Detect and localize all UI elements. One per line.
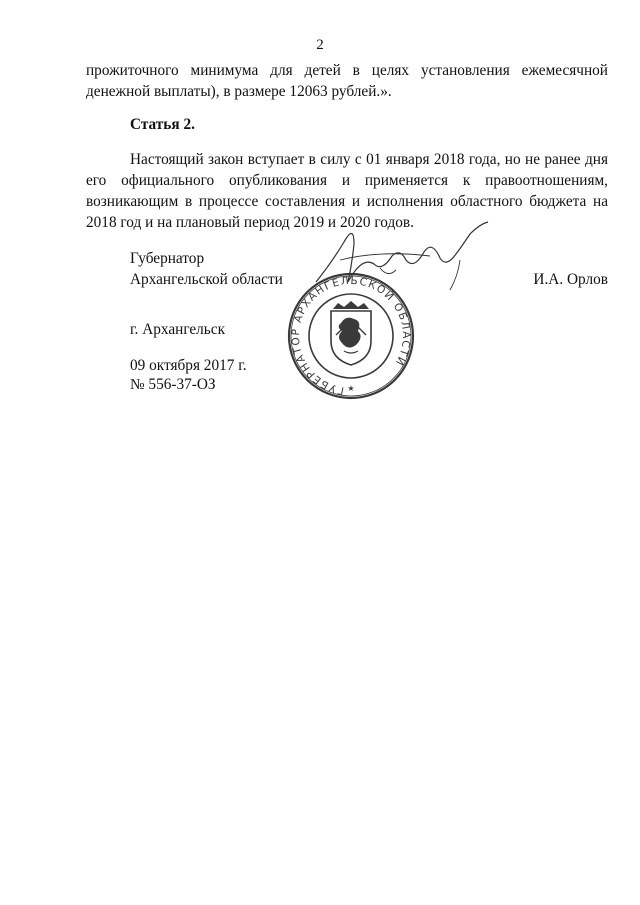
- signer-position-line1: Губернатор: [130, 250, 205, 267]
- paragraph-continuation: прожиточного минимума для детей в целях установления ежемесячной денежной выплаты), в размере 12063 рублей.».: [86, 62, 608, 100]
- signer-name: И.А. Орлов: [533, 271, 608, 288]
- article-text: Настоящий закон вступает в силу с 01 января 2018 года, но не ранее дня его официального опубликования и применяется к правоотношениям, возникающим в процессе составления и исполнения областного бюджета на 2018 год и на плановый период 2019 и 2020 годов.: [86, 151, 608, 231]
- article-title: Статья 2.: [130, 116, 195, 133]
- city: г. Архангельск: [130, 321, 226, 338]
- signing-date: 09 октября 2017 г.: [130, 357, 247, 374]
- seal-text: ГУБЕРНАТОР АРХАНГЕЛЬСКОЙ ОБЛАСТИ: [289, 274, 413, 397]
- signer-position-line2: Архангельской области: [130, 271, 283, 288]
- handwritten-signature: [310, 220, 500, 305]
- coat-of-arms-icon: [331, 301, 371, 365]
- law-number: № 556-37-ОЗ: [130, 376, 216, 393]
- seal-star-icon: ★: [347, 384, 355, 393]
- page-number: 2: [316, 37, 324, 53]
